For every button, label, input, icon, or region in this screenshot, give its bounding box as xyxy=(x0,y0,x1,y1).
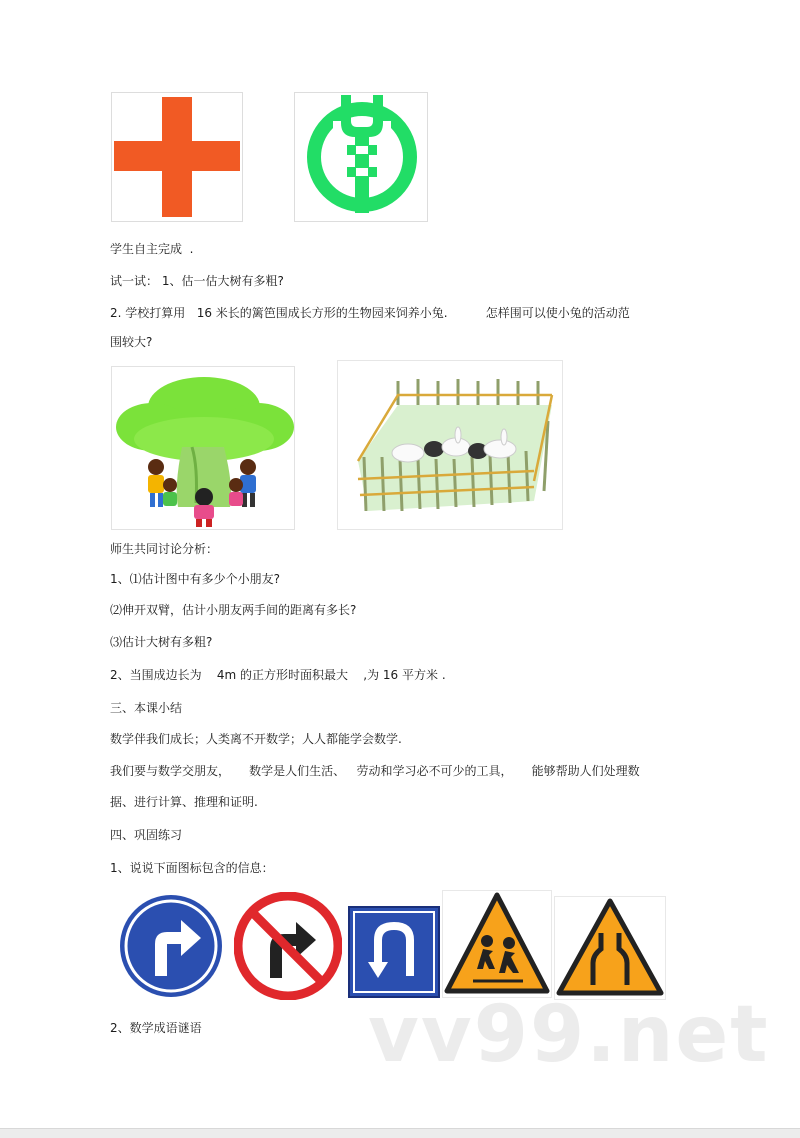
site-watermark: vv99.net xyxy=(368,990,770,1080)
text-line-13: 据、进行计算、推理和证明. xyxy=(110,795,258,809)
text-line-5: 师生共同讨论分析： xyxy=(110,542,219,556)
road-narrows-warning-icon xyxy=(554,896,666,1000)
u-turn-sign-icon xyxy=(348,906,440,998)
no-right-turn-sign-icon xyxy=(234,892,342,1000)
text-line-11: 数学伴我们成长；人类离不开数学；人人都能学会数学. xyxy=(110,732,402,746)
text-line-9: 2、当围成边长为 4m 的正方形时面积最大 ,为 16 平方米 . xyxy=(110,668,446,682)
text-line-15: 1、说说下面图标包含的信息： xyxy=(110,861,274,875)
text-line-4: 围较大? xyxy=(110,335,153,349)
text-line-16: 2、数学成语谜语 xyxy=(110,1021,202,1035)
text-line-3: 2. 学校打算用 16 米长的篱笆围成长方形的生物园来饲养小兔. 怎样围可以使小兔的活动范 xyxy=(110,306,630,320)
text-line-7: ⑵伸开双臂，估计小朋友两手间的距离有多长? xyxy=(110,603,357,617)
text-line-2: 试一试： 1、估一估大树有多粗? xyxy=(110,274,284,288)
text-line-8: ⑶估计大树有多粗? xyxy=(110,635,213,649)
tree-with-children-illustration xyxy=(111,366,295,530)
rabbit-fence-illustration xyxy=(337,360,563,530)
agricultural-bank-logo-icon xyxy=(294,92,428,222)
text-line-1: 学生自主完成 . xyxy=(110,242,194,256)
text-line-6: 1、⑴估计图中有多少个小朋友? xyxy=(110,572,281,586)
children-crossing-warning-icon xyxy=(442,890,552,998)
text-line-12: 我们要与数学交朋友， 数学是人们生活、 劳动和学习必不可少的工具， 能够帮助人们处理数 xyxy=(110,764,640,778)
red-cross-icon xyxy=(111,92,243,222)
text-line-14: 四、巩固练习 xyxy=(110,828,183,842)
turn-right-sign-icon xyxy=(117,892,225,1000)
text-line-10: 三、本课小结 xyxy=(110,701,183,715)
